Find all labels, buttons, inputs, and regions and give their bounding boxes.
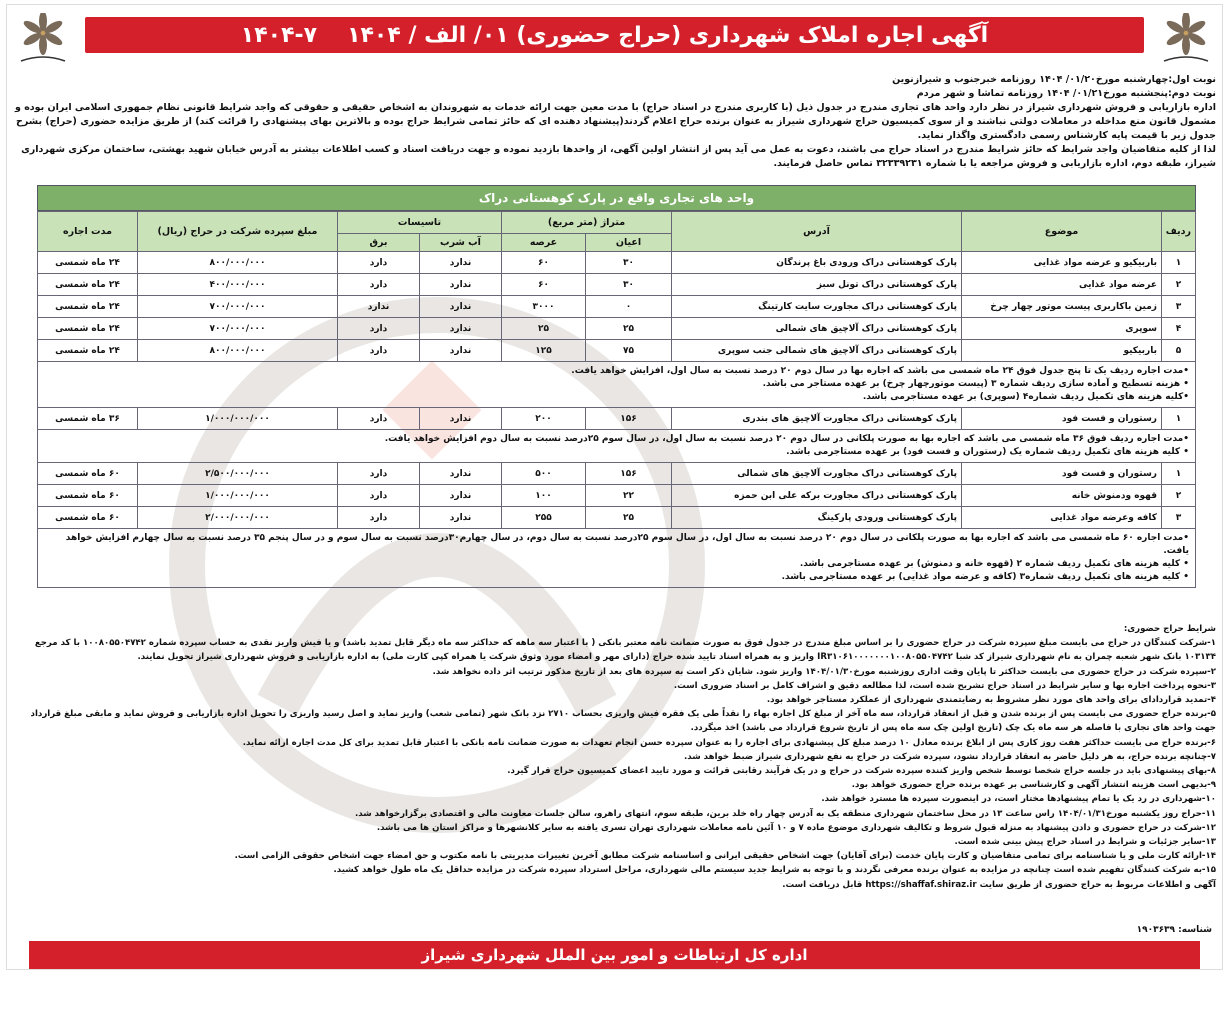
note-group-3 (38, 529, 1196, 588)
cell-deposit: ۷۰۰/۰۰۰/۰۰۰ (137, 296, 337, 318)
cell-term: ۲۴ ماه شمسی (38, 296, 138, 318)
title-banner (85, 17, 1144, 53)
table-row (38, 318, 1196, 340)
note-line: •مدت اجاره ردیف یک تا پنج جدول فوق ۲۴ ماه شمسی می باشد که اجاره بها در سال دوم ۲۰ درصد نسبت به سال اول، افزایش خواهد یافت. (571, 366, 1189, 376)
cell-water: ندارد (420, 318, 502, 340)
table-row (38, 507, 1196, 529)
table-title: واحد های تجاری واقع در پارک کوهستانی دراک (37, 185, 1196, 211)
cell-address: پارک کوهستانی دراک مجاورت سایت کارتینگ (672, 296, 962, 318)
units-table (37, 211, 1196, 588)
intro-second-publication: نوبت دوم:پنجشنبه مورخ۰۱/۲۱/ ۱۴۰۴ روزنامه تماشا و شهر مردم (916, 88, 1216, 99)
header-address: آدرس (672, 212, 962, 252)
cell-water: ندارد (420, 485, 502, 507)
table-row (38, 274, 1196, 296)
condition-item: ۴-تمدید قراردادای برای واحد های مورد نظر مشروط به رضایتمندی شهرداری از عملکرد مستاجر خواهد بود. (766, 695, 1216, 706)
cell-term: ۲۴ ماه شمسی (38, 318, 138, 340)
note-line: • کلیه هزینه های تکمیل ردیف شماره ۲ (قهوه خانه و دمنوش) بر عهده مستاجرمی باشد. (799, 559, 1189, 569)
cell-subject: باربیکیو و عرضه مواد غذایی (962, 252, 1162, 274)
cell-water: ندارد (420, 507, 502, 529)
cell-area-building: ۲۵ (586, 318, 672, 340)
header (7, 11, 1222, 71)
cell-area-land: ۲۰۰ (502, 408, 586, 430)
cell-term: ۲۴ ماه شمسی (38, 340, 138, 362)
cell-row-number: ۳ (1162, 296, 1196, 318)
note-line: •مدت اجاره ردیف فوق ۳۶ ماه شمسی می باشد که اجاره بها به صورت پلکانی در سال دوم ۲۰ درصد نسبت به سال اول، در سال سوم ۲۵درصد نسبت به سال دوم افزایش خواهد یافت. (384, 434, 1189, 444)
cell-term: ۳۶ ماه شمسی (38, 408, 138, 430)
cell-area-land: ۲۵ (502, 318, 586, 340)
cell-power: ندارد (337, 296, 419, 318)
condition-item: ۳-نحوه پرداخت اجاره بها و سایر شرایط در اسناد حراج تشریح شده است، لذا مطالعه دقیق و اشراف کامل بر اسناد ضروری است. (673, 680, 1216, 691)
cell-power: دارد (337, 252, 419, 274)
cell-area-building: ۰ (586, 296, 672, 318)
cell-area-building: ۲۵ (586, 507, 672, 529)
cell-subject: قهوه ودمنوش خانه (962, 485, 1162, 507)
condition-item: ۱۳-سایر جزئیات و شرایط در اسناد حراج پیش بینی شده است. (954, 837, 1216, 848)
cell-subject: رستوران و فست فود (962, 408, 1162, 430)
cell-deposit: ۴۰۰/۰۰۰/۰۰۰ (137, 274, 337, 296)
cell-water: ندارد (420, 274, 502, 296)
condition-item: ۱۰-شهرداری در رد یک یا تمام پیشنهادها مختار است، در اینصورت سپرده ها مسترد خواهد شد. (821, 794, 1216, 805)
cell-area-land: ۱۲۵ (502, 340, 586, 362)
table-row (38, 463, 1196, 485)
cell-row-number: ۱ (1162, 408, 1196, 430)
cell-term: ۲۴ ماه شمسی (38, 274, 138, 296)
cell-power: دارد (337, 463, 419, 485)
cell-deposit: ۷۰۰/۰۰۰/۰۰۰ (137, 318, 337, 340)
cell-deposit: ۲/۵۰۰/۰۰۰/۰۰۰ (137, 463, 337, 485)
note-line: • کلیه هزینه های تکمیل ردیف شماره یک (رستوران و فست فود) بر عهده مستاجرمی باشد. (786, 447, 1189, 457)
condition-item: ۸-بهای پیشنهادی باید در جلسه حراج شخصا توسط شخص واریز کننده سپرده شرکت در حراج و در یک فرآیند رقابتی قرائت و مورد تایید اعضای کمیسیون حراج قرار گیرد. (507, 766, 1216, 777)
cell-area-land: ۲۵۵ (502, 507, 586, 529)
table-row (38, 408, 1196, 430)
cell-area-building: ۱۵۶ (586, 408, 672, 430)
cell-deposit: ۸۰۰/۰۰۰/۰۰۰ (137, 340, 337, 362)
cell-power: دارد (337, 485, 419, 507)
cell-area-building: ۱۵۶ (586, 463, 672, 485)
table-row (38, 485, 1196, 507)
cell-address: پارک کوهستانی دراک مجاورت آلاچیق های شمالی (672, 463, 962, 485)
cell-power: دارد (337, 507, 419, 529)
cell-row-number: ۲ (1162, 274, 1196, 296)
cell-row-number: ۱ (1162, 463, 1196, 485)
cell-address: پارک کوهستانی دراک ورودی باغ پرندگان (672, 252, 962, 274)
footer-banner: اداره کل ارتباطات و امور بین الملل شهرداری شیراز (29, 941, 1200, 969)
cell-water: ندارد (420, 408, 502, 430)
cell-address: پارک کوهستانی دراک مجاورت آلاچیق های بندری (672, 408, 962, 430)
cell-area-land: ۵۰۰ (502, 463, 586, 485)
cell-power: دارد (337, 408, 419, 430)
shiraz-municipality-logo (1154, 13, 1218, 69)
condition-item: ۶-برنده حراج می بایست حداکثر هفت روز کاری پس از ابلاغ برنده معادل ۱۰ درصد مبلغ کل پیشنهادی برای اجاره را به عنوان سپرده حسن انجام تعهدات به صورت ضمانت نامه بانکی با اعتبار قابل تمدید برای کل مدت اجاره ارائه نماید. (242, 737, 1216, 748)
serial-id: شناسه: ۱۹۰۳۶۳۹ (1136, 925, 1212, 935)
auction-conditions (13, 622, 1216, 892)
cell-deposit: ۱/۰۰۰/۰۰۰/۰۰۰ (137, 485, 337, 507)
cell-subject: عرضه مواد غذایی (962, 274, 1162, 296)
header-water: آب شرب (420, 234, 502, 252)
cell-row-number: ۵ (1162, 340, 1196, 362)
cell-address: پارک کوهستانی دراک تونل سبز (672, 274, 962, 296)
cell-deposit: ۸۰۰/۰۰۰/۰۰۰ (137, 252, 337, 274)
cell-row-number: ۳ (1162, 507, 1196, 529)
table-row (38, 252, 1196, 274)
intro-first-publication: نوبت اول:چهارشنبه مورخ۰۱/۲۰/ ۱۴۰۴ روزنامه خبرجنوب و شیرازنوین (892, 74, 1216, 85)
cell-subject: باربیکیو (962, 340, 1162, 362)
cell-term: ۶۰ ماه شمسی (38, 507, 138, 529)
cell-area-land: ۶۰ (502, 252, 586, 274)
announcement-page (6, 4, 1223, 970)
cell-power: دارد (337, 318, 419, 340)
units-table-container (37, 185, 1196, 588)
cell-water: ندارد (420, 296, 502, 318)
condition-item: ۱۲-شرکت در حراج حضوری و دادن پیشنهاد به منزله قبول شروط و تکالیف شهرداری موضوع ماده ۷ و ۱۰ آئین نامه معاملات شهرداری تهران تسری یافته به سایر کلانشهرها و مراکز استان ها می باشد. (376, 822, 1216, 833)
note-group-2 (38, 430, 1196, 463)
cell-row-number: ۱ (1162, 252, 1196, 274)
header-facilities: تاسیسات (337, 212, 501, 234)
cell-address: پارک کوهستانی دراک مجاورت برکه علی ابن حمزه (672, 485, 962, 507)
header-subject: موضوع (962, 212, 1162, 252)
announcement-code: ۱۴۰۴-۷ (240, 22, 318, 48)
header-power: برق (337, 234, 419, 252)
cell-subject: زمین باکاربری پیست موتور چهار چرخ (962, 296, 1162, 318)
cell-term: ۶۰ ماه شمسی (38, 463, 138, 485)
cell-area-land: ۳۰۰۰ (502, 296, 586, 318)
header-term: مدت اجاره (38, 212, 138, 252)
condition-item: ۲-سپرده شرکت در حراج حضوری می بایست حداکثر تا پایان وقت اداری روزشنبه مورخ۱۴۰۴/۰۱/۳۰ واریز شود. شایان ذکر است به سپرده های بعد از تاریخ مذکور ترتیب اثر داده نخواهد شد. (432, 666, 1216, 677)
cell-water: ندارد (420, 252, 502, 274)
cell-subject: کافه وعرضه مواد غذایی (962, 507, 1162, 529)
cell-subject: رستوران و فست فود (962, 463, 1162, 485)
condition-item: ۹-بدیهی است هزینه انتشار آگهی و کارشناسی بر عهده برنده حراج حضوری خواهد بود. (851, 780, 1216, 791)
note-line: •کلیه هزینه های تکمیل ردیف شماره۴ (سوپری) بر عهده مستاجرمی باشد. (862, 392, 1189, 402)
cell-address: پارک کوهستانی دراک آلاچیق های شمالی (672, 318, 962, 340)
condition-item: ۱۴-ارائه کارت ملی و یا شناسنامه برای تمامی متقاضیان و کارت پایان خدمت (برای آقایان) جهت اشخاص حقیقی ایرانی و اساسنامه شرکت مطابق آخرین تغییرات مدیریتی با نامه مکتوب و حق امضاء جهت اشخاص حقوقی الزامی است. (234, 851, 1216, 862)
note-line: •مدت اجاره ۶۰ ماه شمسی می باشد که اجاره بها به صورت پلکانی در سال دوم ۲۰ درصد نسبت به سال اول، در سال سوم ۲۵درصد نسبت به سال دوم، در سال چهارم۳۰درصد نسبت به سال سوم و در سال پنجم ۳۵ درصد نسبت به سال چهارم افزایش خواهد یافت. (65, 533, 1189, 556)
cell-term: ۶۰ ماه شمسی (38, 485, 138, 507)
cell-address: پارک کوهستانی دراک آلاچیق های شمالی جنب سوپری (672, 340, 962, 362)
note-line: • کلیه هزینه های تکمیل ردیف شماره۳ (کافه و عرضه مواد غذایی) بر عهده مستاجرمی باشد. (781, 572, 1189, 582)
cell-row-number: ۲ (1162, 485, 1196, 507)
condition-item: ۵-برنده حراج حضوری می بایست پس از برنده شدن و قبل از انعقاد قرارداد، سه ماه آخر از مبلغ کل اجاره بهاء را نقداً طی یک فقره فیش واریزی بحساب ۲۷۱۰ نزد بانک شهر (تمامی شعب) واریز نماید و اصل رسید واریزی را تحویل اداره بازاریابی و فروش نماید و مابقی مبلغ قرارداد جهت واحد های تجاری با فاصله هر سه ماه یک چک (تاریخ اولین چک سه ماه پس از تاریخ شروع قرارداد می باشد) اخذ میگردد. (30, 709, 1216, 734)
condition-item: ۱-شرکت کنندگان در حراج می بایست مبلغ سپرده شرکت در حراج حضوری را بر اساس مبلغ مندرج در جدول فوق به صورت ضمانت نامه معتبر بانکی ( با اعتبار سه ماهه که حداکثر سه ماه دیگر قابل تمدید باشد) و یا فیش واریز نقدی به حساب سپرده شماره ۱۰۰۸۰۵۵۰۴۷۴۲ با کد مرجع ۱۰۳۱۳۴ بانک شهر شعبه چمران به نام شهرداری شیراز کد شبا IR۳۱۰۶۱۰۰۰۰۰۰۰۱۰۰۸۰۵۵۰۴۷۴۲ واریز و به همراه اسناد تایید شده حراج (دارای مهر و امضاء مورد وثوق شرکت یا همراه کپی کارت ملی) به اداره بازاریابی و فروش شهرداری شیراز تحویل نمایند. (34, 638, 1216, 663)
header-area: متراژ (متر مربع) (502, 212, 672, 234)
condition-item: ۷-چنانچه برنده حراج، به هر دلیل حاضر به انعقاد قرارداد نشود، سپرده شرکت در حراج به نفع شهرداری شیراز ضبط خواهد شد. (684, 751, 1216, 762)
condition-item: ۱۱-حراج روز یکشنبه مورخ۱۴۰۴/۰۱/۳۱ راس ساعت ۱۳ در محل ساختمان شهرداری منطقه یک به آدرس چهار راه خلد برین، طبقه سوم، انتهای راهرو، سالن جلسات معاونت مالی و اقتصادی برگزارخواهد شد. (354, 808, 1216, 819)
table-row (38, 340, 1196, 362)
cell-power: دارد (337, 274, 419, 296)
condition-item: آگهی و اطلاعات مربوط به حراج حضوری از طریق سایت https://shaffaf.shiraz.ir قابل دریافت است. (782, 879, 1216, 890)
header-area-land: عرصه (502, 234, 586, 252)
cell-deposit: ۱/۰۰۰/۰۰۰/۰۰۰ (137, 408, 337, 430)
cell-power: دارد (337, 340, 419, 362)
cell-row-number: ۴ (1162, 318, 1196, 340)
cell-water: ندارد (420, 463, 502, 485)
page-title: آگهی اجاره املاک شهرداری (حراج حضوری) ۰۱/ الف / ۱۴۰۴ (347, 22, 989, 48)
cell-deposit: ۲/۰۰۰/۰۰۰/۰۰۰ (137, 507, 337, 529)
cell-area-building: ۳۰ (586, 252, 672, 274)
note-group-1 (38, 362, 1196, 408)
cell-area-land: ۶۰ (502, 274, 586, 296)
shiraz-municipality-logo-left (11, 13, 75, 69)
condition-item: ۱۵-به شرکت کنندگان تفهیم شده است چنانچه در مزایده به عنوان برنده معرفی نگردند و با توجه به شرایط جدید سیستم مالی شهرداری، مراحل استرداد سپرده شرکت در مزایده حداقل یک ماه طول خواهد کشید. (333, 865, 1216, 876)
cell-address: پارک کوهستانی ورودی پارکینگ (672, 507, 962, 529)
table-row (38, 296, 1196, 318)
intro-description: اداره بازاریابی و فروش شهرداری شیراز در نظر دارد واحد های تجاری مندرج در جدول ذیل (با کاربری مندرج در اسناد حراج) با مدت معین جهت ارائه خدمات به شهروندان به اشخاص حقیقی و حقوقی که واجد شرایط قانونی نظام جمهوری اسلامی ایران بوده و مشمول قانون منع مداخله در معاملات دولتی نباشند و از سوی کمیسیون حراج شهرداری شیراز به عنوان برنده حراج اعلام گردند(پیشنهاد دهنده ای که حائز تمامی شرایط حراج بوده و بالاترین بهای پیشنهادی را قرائت کند) از طریق مزایده حضوری (حراج) بشرح جدول زیر با قیمت پایه کارشناس رسمی دادگستری واگذار نماید. (14, 102, 1216, 141)
cell-area-land: ۱۰۰ (502, 485, 586, 507)
note-line: • هزینه تسطیح و آماده سازی ردیف شماره ۳ (پیست موتورچهار چرخ) بر عهده مستاجر می باشد. (762, 379, 1189, 389)
header-deposit: مبلغ سپرده شرکت در حراج (ریال) (137, 212, 337, 252)
cell-area-building: ۷۵ (586, 340, 672, 362)
intro-text (13, 73, 1216, 171)
cell-water: ندارد (420, 340, 502, 362)
conditions-title: شرایط حراج حضوری: (1123, 624, 1216, 634)
cell-subject: سوپری (962, 318, 1162, 340)
cell-area-building: ۲۲ (586, 485, 672, 507)
header-row: ردیف (1162, 212, 1196, 252)
intro-invitation: لذا از کلیه متقاضیان واجد شرایط که حائز شرایط مندرج در اسناد حراج می باشند، دعوت به عمل می آید پس از انتشار اولین آگهی، از واحدها بازدید نموده و جهت دریافت اسناد و کسب اطلاعات بیشتر به آدرس خیابان شهید بهشتی، ساختمان مرکزی شهرداری شیراز، طبقه دوم، اداره بازاریابی و فروش مراجعه یا با شماره ۳۲۳۳۹۲۳۱ تماس حاصل فرمایند. (21, 144, 1216, 169)
cell-area-building: ۳۰ (586, 274, 672, 296)
cell-term: ۲۴ ماه شمسی (38, 252, 138, 274)
header-area-building: اعیان (586, 234, 672, 252)
